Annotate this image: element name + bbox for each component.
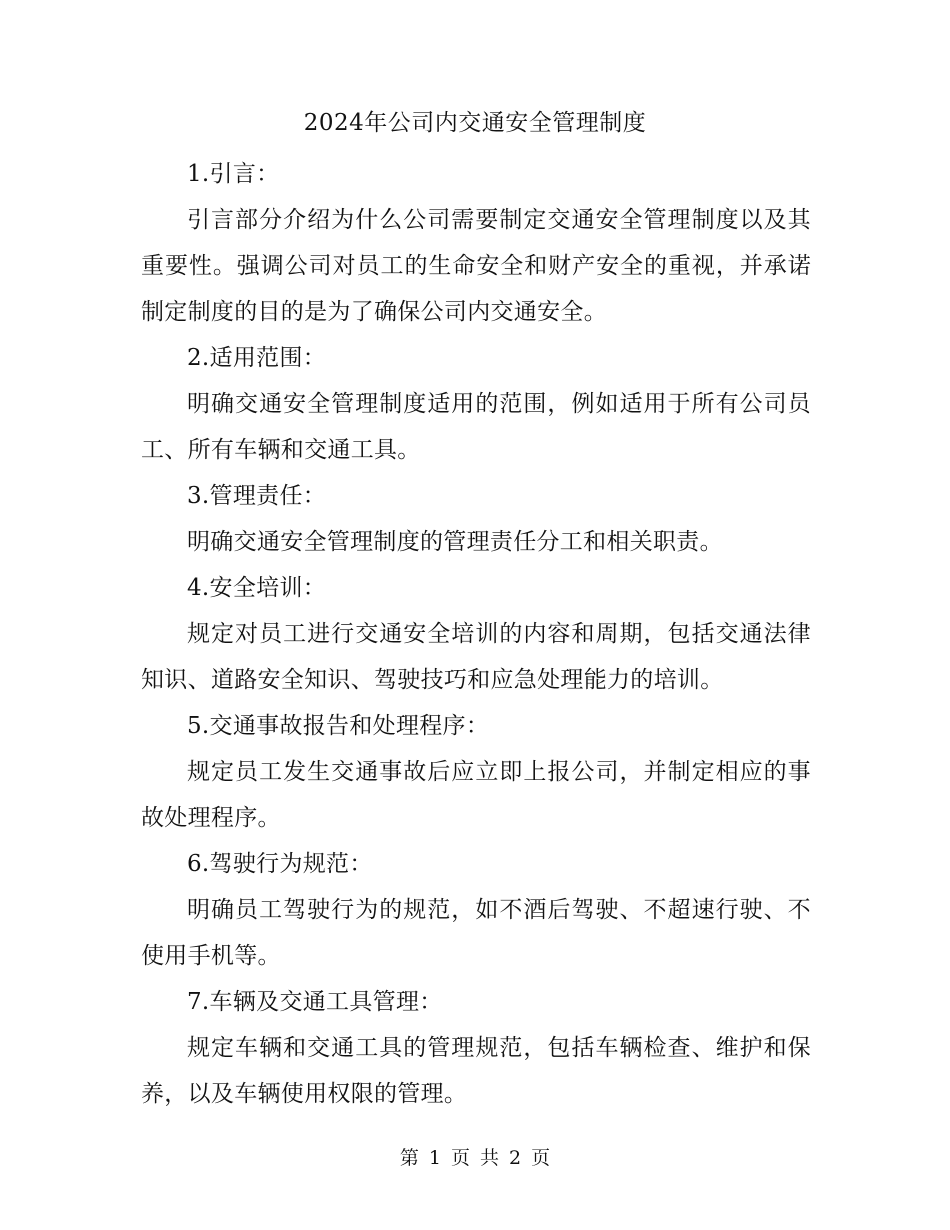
section-heading-accident: 5.交通事故报告和处理程序： <box>187 713 490 739</box>
paragraph-driving: 明确员工驾驶行为的规范，如不酒后驾驶、不超速行驶、不使用手机等。 <box>141 897 811 969</box>
document-title: 2024年公司内交通安全管理制度 <box>303 110 647 136</box>
section-heading-driving: 6.驾驶行为规范： <box>187 851 373 877</box>
section-heading-scope: 2.适用范围： <box>187 345 327 371</box>
paragraph-responsibility: 明确交通安全管理制度的管理责任分工和相关职责。 <box>187 529 723 555</box>
page-number-footer: 第 1 页 共 2 页 <box>399 1147 551 1169</box>
section-heading-intro: 1.引言： <box>187 161 280 187</box>
section-heading-responsibility: 3.管理责任： <box>187 483 327 509</box>
paragraph-intro: 引言部分介绍为什么公司需要制定交通安全管理制度以及其重要性。强调公司对员工的生命安全和财产安全的重视，并承诺制定制度的目的是为了确保公司内交通安全。 <box>141 207 811 325</box>
paragraph-scope: 明确交通安全管理制度适用的范围，例如适用于所有公司员工、所有车辆和交通工具。 <box>141 391 811 463</box>
paragraph-accident: 规定员工发生交通事故后应立即上报公司，并制定相应的事故处理程序。 <box>141 759 811 831</box>
paragraph-training: 规定对员工进行交通安全培训的内容和周期，包括交通法律知识、道路安全知识、驾驶技巧和应急处理能力的培训。 <box>141 621 811 693</box>
section-heading-training: 4.安全培训： <box>187 575 327 601</box>
paragraph-vehicles: 规定车辆和交通工具的管理规范，包括车辆检查、维护和保养，以及车辆使用权限的管理。 <box>141 1035 811 1107</box>
section-heading-vehicles: 7.车辆及交通工具管理： <box>187 989 443 1015</box>
document-body <box>141 151 811 1117</box>
